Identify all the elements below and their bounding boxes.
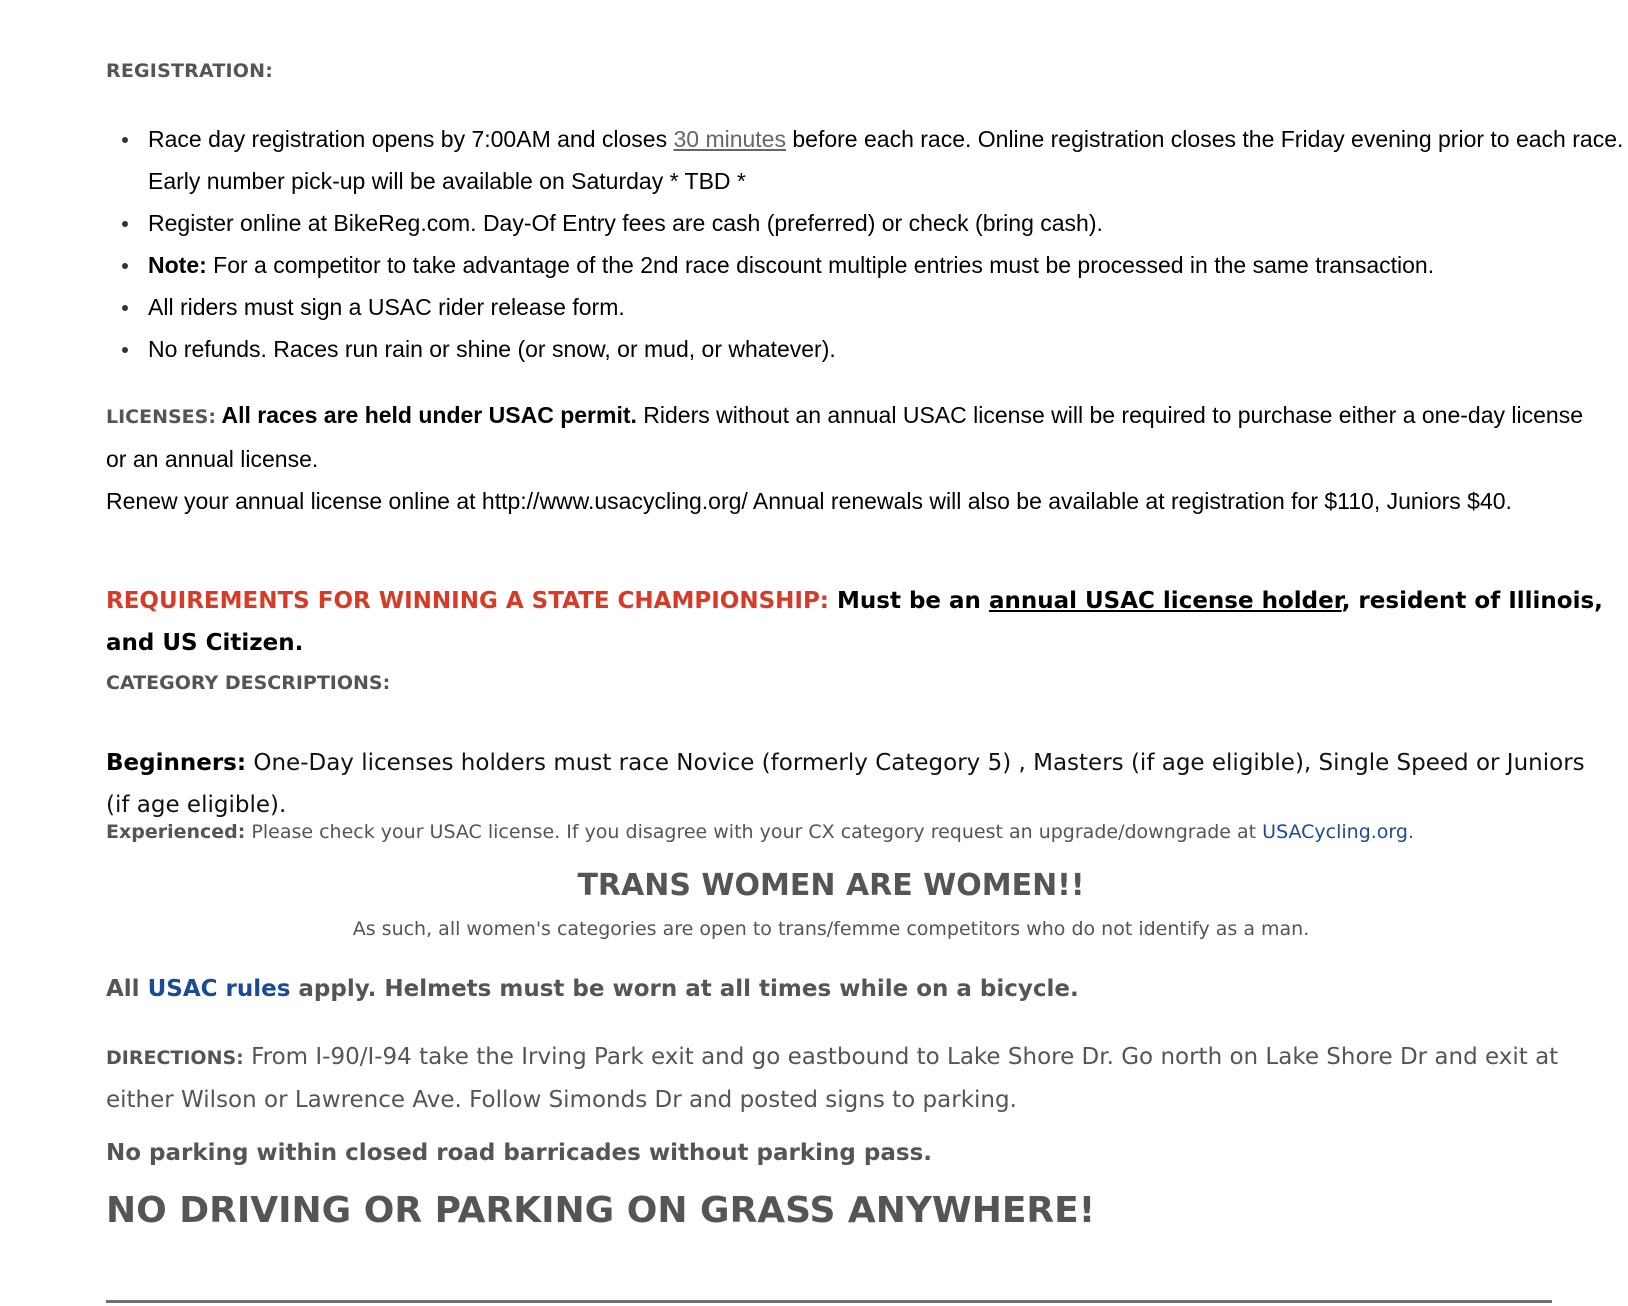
- list-item: No refunds. Races run rain or shine (or snow, or mud, or whatever).: [148, 328, 1628, 370]
- registration-heading: REGISTRATION:: [106, 60, 274, 82]
- trans-title: TRANS WOMEN ARE WOMEN!!: [577, 868, 1085, 903]
- directions-text: From I-90/I-94 take the Irving Park exit and go eastbound to Lake Shore Dr. Go north on Lake Shore Dr and exit at either Wilson or Lawrence Ave. Follow Simonds Dr and posted signs to parking.: [106, 1044, 1559, 1113]
- note-label: Note:: [148, 252, 207, 278]
- category-heading: CATEGORY DESCRIPTIONS:: [106, 672, 391, 694]
- requirements-section: [106, 580, 1606, 664]
- licenses-renew: Renew your annual license online at http://www.usacycling.org/ Annual renewals will also be available at registration for $110, Juniors $40.: [106, 488, 1512, 514]
- experienced-text: Please check your USAC license. If you disagree with your CX category request an upgrade/downgrade at: [245, 821, 1263, 843]
- thirty-minutes-link[interactable]: 30 minutes: [673, 126, 786, 152]
- rules-section: [106, 976, 1556, 1002]
- license-holder-text: annual USAC license holder: [988, 588, 1342, 614]
- list-item-text: before each race. Online registration closes the Friday evening prior to each race. Early number pick-up will be available on Saturday * TBD *: [148, 126, 1624, 194]
- list-item-text: For a competitor to take advantage of the 2nd race discount multiple entries must be processed in the same transaction.: [206, 252, 1435, 278]
- usac-rules-link[interactable]: USAC rules: [147, 976, 291, 1002]
- usacycling-link[interactable]: USACycling.org: [1262, 821, 1408, 843]
- list-item: [148, 118, 1628, 202]
- beginners-section: [106, 742, 1606, 826]
- experienced-end: .: [1407, 821, 1415, 843]
- requirements-text-end: , resident of Illinois, and US Citizen.: [106, 588, 1603, 656]
- requirements-text: Must be an: [829, 588, 989, 614]
- list-item: All riders must sign a USAC rider release form.: [148, 286, 1628, 328]
- directions-section: [106, 1036, 1566, 1121]
- experienced-label: Experienced:: [106, 821, 246, 843]
- list-item-text: Race day registration opens by 7:00AM and closes: [148, 126, 674, 152]
- rules-prefix: All: [106, 976, 148, 1002]
- registration-list: [106, 118, 1628, 370]
- experienced-section: [106, 818, 1606, 846]
- no-parking-notice: No parking within closed road barricades without parking pass.: [106, 1140, 932, 1166]
- licenses-bold: All races are held under USAC permit.: [215, 402, 637, 428]
- directions-label: DIRECTIONS:: [106, 1047, 244, 1069]
- divider: [106, 1300, 1552, 1303]
- rules-suffix: apply. Helmets must be worn at all times while on a bicycle.: [290, 976, 1079, 1002]
- licenses-label: LICENSES:: [106, 406, 216, 428]
- list-item: [148, 244, 1628, 286]
- requirements-label: REQUIREMENTS FOR WINNING A STATE CHAMPIONSHIP:: [106, 588, 829, 614]
- list-item: Register online at BikeReg.com. Day-Of Entry fees are cash (preferred) or check (bring cash).: [148, 202, 1628, 244]
- licenses-text: Riders without an annual USAC license will be required to purchase either a one-day license or an annual license.: [106, 402, 1583, 472]
- licenses-section: [106, 394, 1586, 522]
- beginners-label: Beginners:: [106, 750, 247, 776]
- beginners-text: One-Day licenses holders must race Novice (formerly Category 5) , Masters (if age eligible), Single Speed or Juniors (if age eligible).: [106, 750, 1585, 818]
- no-driving-heading: NO DRIVING OR PARKING ON GRASS ANYWHERE!: [106, 1190, 1096, 1231]
- trans-subtitle: As such, all women's categories are open to trans/femme competitors who do not identify as a man.: [352, 918, 1310, 940]
